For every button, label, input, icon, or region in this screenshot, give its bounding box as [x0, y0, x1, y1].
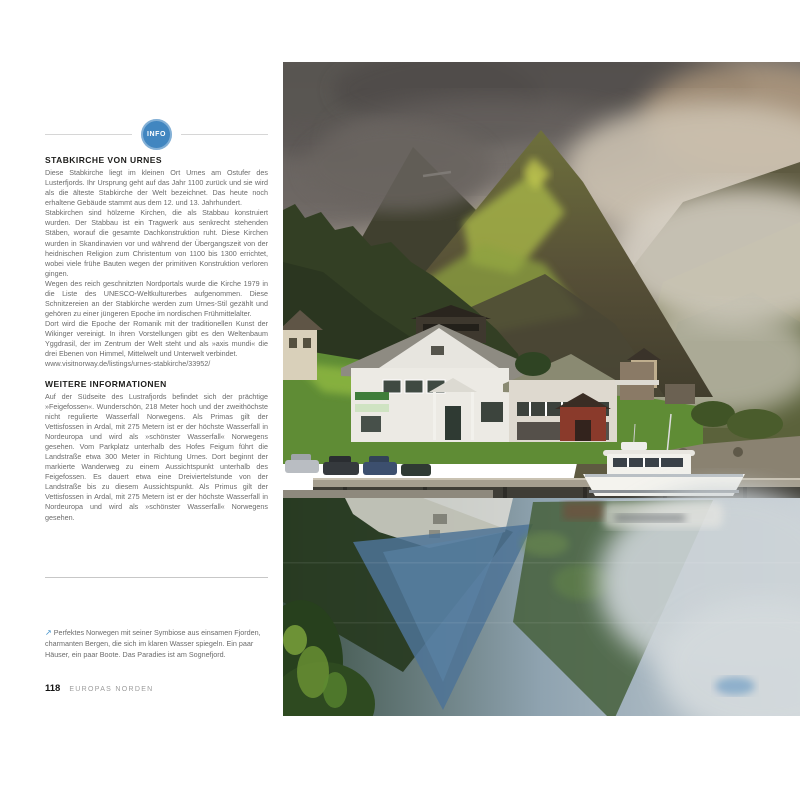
fjord-photo-svg: [283, 62, 800, 716]
section1-paragraph: Dort wird die Epoche der Romanik mit der traditionellen Kunst der Wikinger vereinigt. In ihren Vorstellungen gibt es den Weltenbaum Yggdrasil, der im Zentrum der Welt steht und als »axis mundi« die drei Ebenen von Himmel, Mittelwelt und Unterwelt verbindet.: [45, 319, 268, 359]
section1-paragraph: Diese Stabkirche liegt im kleinen Ort Urnes am Ostufer des Lusterfjords. Ihr Ursprung geht auf das Jahr 1100 zurück und sie wird als die älteste Stabkirche der Welt bezeichnet. Das heute noch erhaltene Gebäude stammt aus dem 12. und 13. Jahrhundert.: [45, 168, 268, 208]
caption-divider: [45, 577, 268, 578]
section2-paragraph: Auf der Südseite des Lustrafjords befindet sich der prächtige »Feigefossen«. Wunderschön, 218 Meter hoch und der zweithöchste nicht regulierte Wasserfall Norwegens. Als Primas gilt der Vettisfossen in Ardal, mit 275 Metern ist er der höchste Wasserfall in Nordeuropa und wird als »schönster Wasserfall« Norwegens gesehen. Vom Parkplatz unterhalb des Hofes Feigum führt die Landstraße etwa 300 Meter in Richtung Urnes. Dort beginnt der markierte Wanderweg zu einem Aussichtspunkt unterhalb des Feigefossen. Es dauert etwa eine Dreiviertelstunde von der Landstraße bis zu diesem Aussichtspunkt. Als Primus gilt der Vettisfossen in Ardal, mit 275 Metern ist er der höchste Wasserfall in Nordeuropa und wird als »schönster Wasserfall« Norwegens gesehen.: [45, 391, 268, 522]
chapter-label: EUROPAS NORDEN: [69, 686, 154, 693]
section1-title: STABKIRCHE VON URNES: [45, 155, 162, 165]
photo-caption: [45, 627, 268, 661]
page-footer: [45, 683, 154, 694]
article-text: [45, 155, 268, 523]
caption-text: Perfektes Norwegen mit seiner Symbiose aus einsamen Fjorden, charmanten Bergen, die sich im klaren Wasser spiegeln. Ein paar Häuser, ein paar Boote. Das Paradies ist am Sognefjord.: [45, 628, 261, 659]
info-badge: INFO: [141, 119, 172, 150]
page-number: 118: [45, 683, 61, 694]
section1-paragraph: Wegen des reich geschnitzten Nordportals wurde die Kirche 1979 in die Liste des UNESCO-Weltkulturerbes aufgenommen. Diese Schnitzereien an der Stabkirche werden zum Urnes-Stil gezählt und gehören zu einer jüngeren Epoche im nordischen Frühmittelalter.: [45, 278, 268, 319]
fjord-photo: [283, 62, 800, 716]
badge-rule-right: [181, 134, 268, 135]
section2-title: WEITERE INFORMATIONEN: [45, 378, 167, 389]
section1-paragraph: Stabkirchen sind hölzerne Kirchen, die als Stabbau konstruiert wurden. Der Stabbau ist ein Tragwerk aus senkrecht stehenden Stäben, worauf die gesamte Dachkonstruktion ruht. Diese Kirchen wurden in Skandinavien vor und während der Übergangszeit von der heidnischen Religion zum Christentum von 1100 bis 1300 errichtet, wobei viele frühe Bauten wegen der primitiven Konstruktion verloren gingen.: [45, 208, 268, 278]
visitnorway-link[interactable]: www.visitnorway.de/listings/urnes-stabkirche/33952/: [45, 359, 211, 369]
caption-arrow-icon: ↗: [45, 628, 52, 637]
info-column: [45, 119, 268, 719]
info-badge-row: [45, 119, 268, 150]
badge-rule-left: [45, 134, 132, 135]
